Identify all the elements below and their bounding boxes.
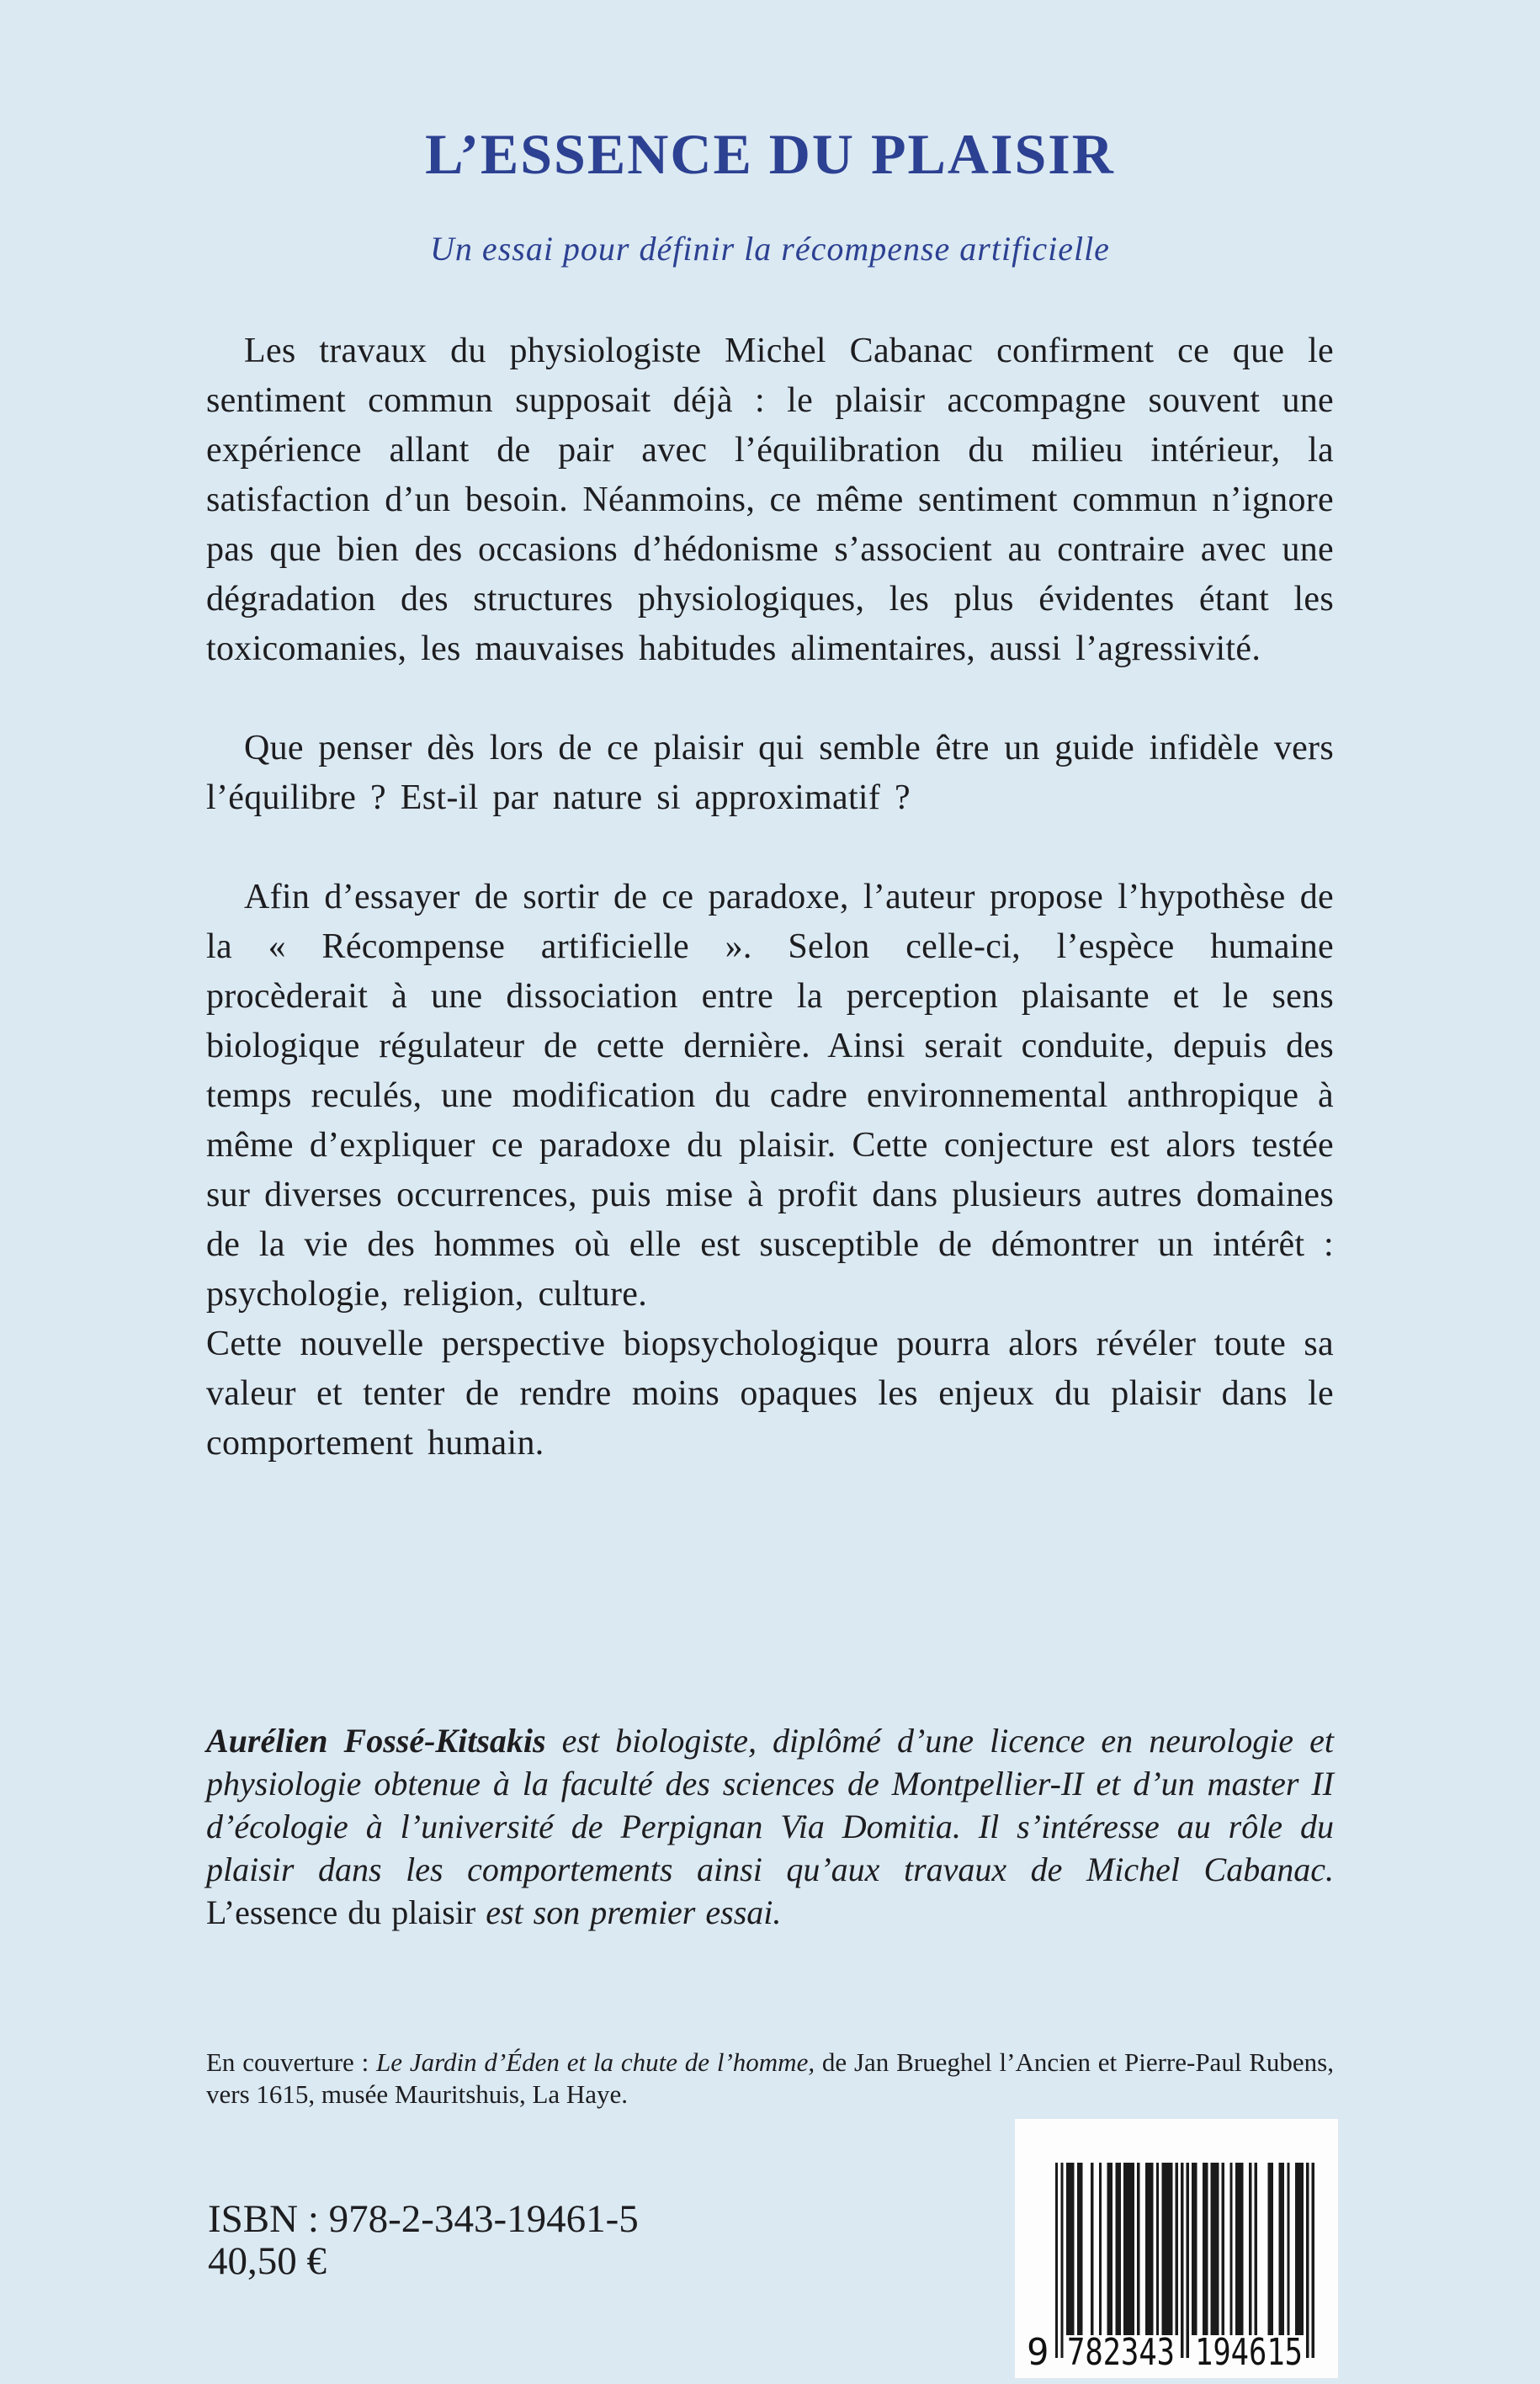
barcode-digit-left: 9 [1027,2331,1049,2374]
synopsis-paragraph-1: Les travaux du physiologiste Michel Cabanac confirment ce que le sentiment commun supposait déjà : le plaisir accompagne souvent une expérience allant de pair avec l’équilibration du milieu intérieur, la satisfaction d’un besoin. Néanmoins, ce même sentiment commun n’ignore pas que bien des occasions d’hédonisme s’associent au contraire avec une dégradation des structures physiologiques, les plus évidentes étant les toxicomanies, les mauvaises habitudes alimentaires, aussi l’agressivité. [206,332,1334,668]
barcode-image [1015,2119,1338,2378]
synopsis-paragraph-4: Cette nouvelle perspective biopsychologique pourra alors révéler toute sa valeur et tenter de rendre moins opaques les enjeux du plaisir dans le comportement humain. [206,1325,1334,1463]
barcode [1015,2119,1338,2378]
price-text: 40,50 € [208,2239,327,2283]
book-title-inline: L’essence du plaisir [206,1893,476,1931]
author-bio-text: est biologiste, diplômé d’une licence en neurologie et physiologie obtenue à la faculté des sciences de Montpellier-II et d’un master II d’écologie à l’université de Perpignan Via Domitia. Il s’intéresse au rôle du plaisir dans les comportements ainsi qu’aux travaux de Michel Cabanac. [206,1722,1335,1888]
isbn-text: ISBN : 978-2-343-19461-5 [208,2197,639,2241]
cover-credit-prefix: En couverture : [206,2047,377,2077]
cover-credit-rest: de Jan Brueghel l’Ancien et Pierre-Paul Rubens, vers 1615, musée Mauritshuis, La Haye. [206,2047,1334,2109]
author-bio-text-end: est son premier essai. [475,1893,782,1931]
author-name: Aurélien Fossé-Kitsakis [206,1722,546,1760]
synopsis [206,327,1334,1468]
cover-credit [206,2047,1334,2111]
author-bio-paragraph [206,1719,1334,1934]
cover-credit-paragraph [206,2047,1334,2111]
artwork-title: Le Jardin d’Éden et la chute de l’homme, [376,2047,815,2077]
synopsis-paragraph-3: Afin d’essayer de sortir de ce paradoxe, l’auteur propose l’hypothèse de la « Récompense artificielle ». Selon celle-ci, l’espèce humaine procèderait à une dissociation entre la perception plaisante et le sens biologique régulateur de cette dernière. Ainsi serait conduite, depuis des temps reculés, une modification du cadre environnemental anthropique à même d’expliquer ce paradoxe du plaisir. Cette conjecture est alors testée sur diverses occurrences, puis mise à profit dans plusieurs autres domaines de la vie des hommes où elle est susceptible de démontrer un intérêt : psychologie, religion, culture. [206,878,1334,1314]
isbn-price-block [208,2198,639,2282]
barcode-digits-group2: 194615 [1195,2331,1303,2374]
book-title: L’ESSENCE DU PLAISIR [425,122,1115,186]
barcode-digits-group1: 782343 [1067,2331,1175,2374]
synopsis-paragraph-2: Que penser dès lors de ce plaisir qui semble être un guide infidèle vers l’équilibre ? Est-il par nature si approximatif ? [206,729,1334,817]
book-subtitle: Un essai pour définir la récompense artificielle [430,230,1110,268]
author-bio [206,1719,1334,1934]
